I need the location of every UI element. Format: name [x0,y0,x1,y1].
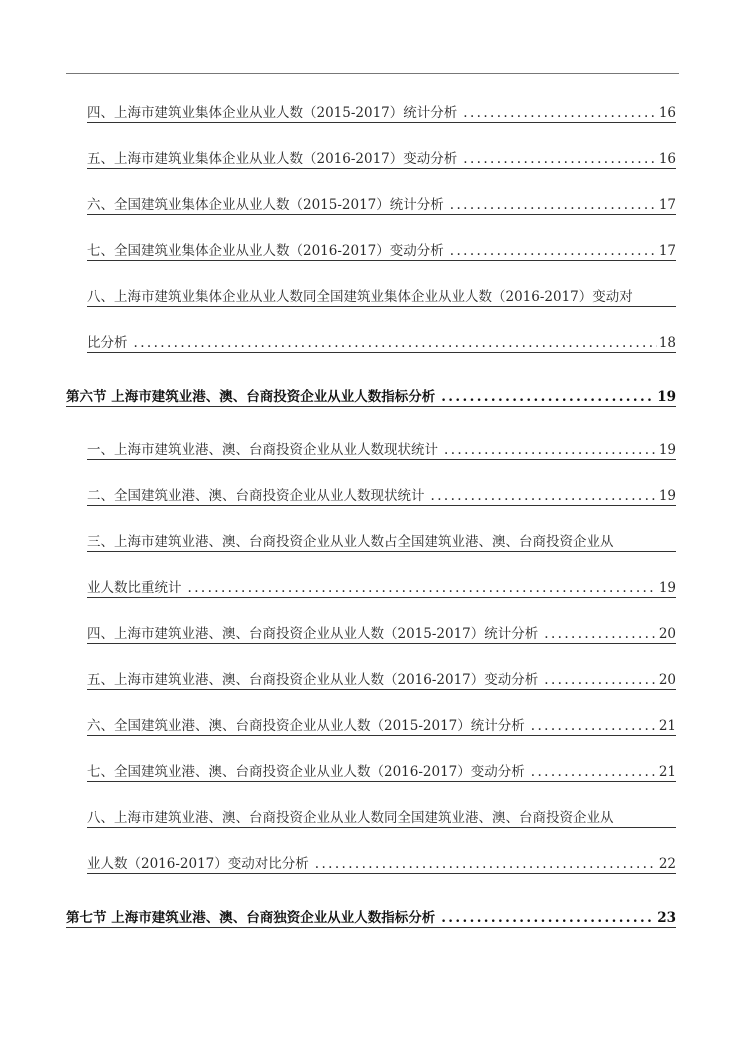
dot-leader [531,764,657,780]
toc-entry[interactable] [87,712,676,736]
toc-entry-title: 六、全国建筑业港、澳、台商投资企业从业人数（2015-2017）统计分析 [87,718,525,734]
toc-entry-wrapped[interactable] [87,528,676,552]
toc-entry-title: 八、上海市建筑业港、澳、台商投资企业从业人数同全国建筑业港、澳、台商投资企业从 [87,810,614,826]
toc-entry-continuation[interactable] [87,850,676,874]
toc-entry-title: 七、全国建筑业港、澳、台商投资企业从业人数（2016-2017）变动分析 [87,764,525,780]
toc-entry-continuation[interactable] [87,574,676,598]
toc-page-number: 20 [658,672,676,688]
toc-page-number: 19 [658,580,676,596]
toc-page-number: 19 [658,442,676,458]
toc-entry[interactable] [87,666,676,690]
toc-entry-title: 四、上海市建筑业港、澳、台商投资企业从业人数（2015-2017）统计分析 [87,626,539,642]
toc-page-number: 22 [658,856,676,872]
dot-leader [441,910,655,926]
dot-leader [441,389,655,405]
toc-page-number: 16 [658,105,676,121]
dot-leader [463,151,657,167]
toc-entry-title: 八、上海市建筑业集体企业从业人数同全国建筑业集体企业从业人数（2016-2017）变动对 [87,289,633,305]
toc-entry[interactable] [87,436,676,460]
toc-page-number: 20 [658,626,676,642]
dot-leader [450,243,657,259]
toc-entry-title: 五、上海市建筑业港、澳、台商投资企业从业人数（2016-2017）变动分析 [87,672,539,688]
toc-entry-wrapped[interactable] [87,804,676,828]
toc-entry[interactable] [87,99,676,123]
toc-page-number: 16 [658,151,676,167]
dot-leader [431,488,657,504]
toc-page-number: 17 [658,197,676,213]
dot-leader [531,718,657,734]
toc-entry[interactable] [87,620,676,644]
toc-section-entry[interactable] [66,904,676,928]
toc-entry-title: 六、全国建筑业集体企业从业人数（2015-2017）统计分析 [87,197,444,213]
toc-page-number: 19 [657,389,676,405]
toc-entry-continuation[interactable] [87,329,676,353]
toc-section-title: 第七节 上海市建筑业港、澳、台商独资企业从业人数指标分析 [66,910,436,926]
toc-page-number: 21 [658,718,676,734]
toc-entry-title: 一、上海市建筑业港、澳、台商投资企业从业人数现状统计 [87,442,438,458]
toc-entry-title: 二、全国建筑业港、澳、台商投资企业从业人数现状统计 [87,488,425,504]
toc-entry[interactable] [87,191,676,215]
dot-leader [188,580,657,596]
toc-entry-title: 三、上海市建筑业港、澳、台商投资企业从业人数占全国建筑业港、澳、台商投资企业从 [87,534,614,550]
dot-leader [315,856,657,872]
toc-entry-title-continuation: 比分析 [87,335,128,351]
toc-section-title: 第六节 上海市建筑业港、澳、台商投资企业从业人数指标分析 [66,389,436,405]
toc-entry-title: 五、上海市建筑业集体企业从业人数（2016-2017）变动分析 [87,151,458,167]
page-header-rule [66,73,679,74]
toc-entry[interactable] [87,237,676,261]
toc-entry-wrapped[interactable] [87,283,676,307]
toc-entry-title: 七、全国建筑业集体企业从业人数（2016-2017）变动分析 [87,243,444,259]
toc-entry-title: 四、上海市建筑业集体企业从业人数（2015-2017）统计分析 [87,105,458,121]
dot-leader [544,672,657,688]
dot-leader [463,105,657,121]
toc-entry[interactable] [87,482,676,506]
toc-page-number: 18 [658,335,676,351]
dot-leader [134,335,657,351]
dot-leader [544,626,657,642]
toc-page-number: 23 [657,910,676,926]
dot-leader [450,197,657,213]
toc-section-entry[interactable] [66,383,676,407]
toc-page-number: 19 [658,488,676,504]
dot-leader [444,442,657,458]
toc-page-number: 17 [658,243,676,259]
toc-entry-title-continuation: 业人数比重统计 [87,580,182,596]
toc-entry[interactable] [87,145,676,169]
toc-entry[interactable] [87,758,676,782]
toc-entry-title-continuation: 业人数（2016-2017）变动对比分析 [87,856,309,872]
toc-page-number: 21 [658,764,676,780]
